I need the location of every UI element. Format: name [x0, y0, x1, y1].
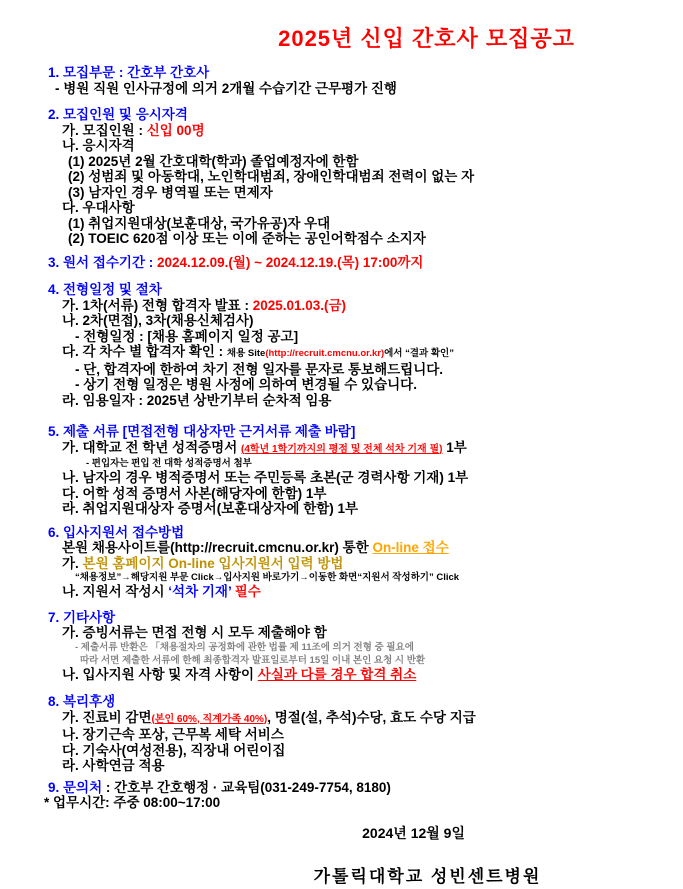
doc-line — [0, 255, 683, 271]
doc-line — [0, 710, 683, 728]
organization-name: 가톨릭대학교 성빈센트병원 — [313, 866, 542, 886]
text-run: 다. 각 차수 별 합격자 확인 : — [62, 344, 227, 359]
text-run: (1) 2025년 2월 간호대학(학과) 졸업예정자에 한함 — [68, 153, 359, 169]
text-run: 8. 복리후생 — [48, 694, 116, 709]
doc-line — [0, 313, 683, 329]
doc-line — [0, 571, 683, 584]
doc-line — [0, 344, 683, 362]
text-run: 라. 임용일자 : 2025년 상반기부터 순차적 임용 — [62, 392, 332, 408]
doc-section — [0, 65, 683, 96]
doc-line — [0, 298, 683, 314]
text-run: 3. 원서 접수기간 : — [48, 254, 158, 270]
text-run: 나. 장기근속 포상, 근무복 세탁 서비스 — [62, 727, 284, 742]
doc-line — [0, 654, 683, 667]
text-run: 가. 1차(서류) 전형 합격자 발표 : — [62, 297, 253, 313]
text-run: 5. 제출 서류 [면접전형 대상자만 근거서류 제출 바람] — [48, 424, 356, 439]
document-title: 2025년 신입 간호사 모집공고 — [278, 26, 575, 51]
text-run: 가. — [62, 555, 83, 571]
doc-line — [0, 486, 683, 502]
text-run: (1) 취업지원대상(보훈대상, 국가유공)자 우대 — [68, 215, 331, 231]
doc-line — [0, 795, 683, 811]
text-run: 라. 취업지원대상자 증명서(보훈대상자에 한함) 1부 — [62, 501, 359, 516]
doc-section — [0, 525, 683, 600]
doc-line — [0, 641, 683, 654]
doc-line — [0, 200, 683, 216]
text-run: (2) 성범죄 및 아동학대, 노인학대범죄, 장애인학대범죄 전력이 없는 자 — [68, 169, 475, 184]
doc-line — [0, 584, 683, 600]
notice-date: 2024년 12월 9일 — [362, 824, 465, 841]
doc-section — [0, 107, 683, 247]
text-run: 에서 “결과 확인” — [384, 348, 454, 359]
doc-line — [0, 525, 683, 541]
text-run: (4학년 1학기까지의 평점 및 전체 석차 기재 필) — [241, 443, 443, 455]
text-run: 본원 홈페이지 On-line 입사지원서 입력 방법 — [82, 555, 344, 571]
doc-line — [0, 329, 683, 345]
text-run: 9. 문의처 — [48, 779, 103, 795]
doc-line — [0, 540, 683, 556]
doc-line — [0, 138, 683, 154]
doc-line — [0, 743, 683, 759]
doc-line — [0, 424, 683, 440]
text-run: (본인 60%, 직계가족 40%) — [151, 713, 268, 725]
doc-line — [0, 625, 683, 641]
text-run: On-line 접수 — [372, 540, 449, 555]
text-run: 가. 증빙서류는 면접 전형 시 모두 제출해야 함 — [62, 625, 327, 640]
text-run: 신입 00명 — [146, 122, 205, 138]
text-run: 가. 진료비 감면 — [62, 709, 152, 725]
text-run: 2025.01.03.(금) — [252, 297, 347, 313]
doc-line — [0, 667, 683, 683]
doc-line — [0, 758, 683, 774]
doc-line — [0, 377, 683, 393]
text-run: 다. 어학 성적 증명서 사본(해당자에 한함) 1부 — [62, 485, 327, 501]
text-run: 가. 모집인원 : — [62, 122, 147, 138]
doc-line — [0, 501, 683, 517]
doc-line — [0, 65, 683, 81]
recruit-site-url: (http://recruit.cmcnu.or.kr) — [265, 348, 385, 359]
text-run: 7. 기타사항 — [48, 609, 116, 625]
text-run: - 제출서류 반환은 「채용절차의 공정화에 관한 법률 제 11조에 의거 전형 중 필요에 — [75, 641, 414, 653]
text-run: : 간호부 간호행정 · 교육팀(031-249-7754, 8180) — [102, 779, 391, 795]
doc-line — [0, 169, 683, 185]
doc-line — [0, 107, 683, 123]
text-run: 6. 입사지원서 접수방법 — [48, 524, 185, 540]
text-run: 나. 2차(면접), 3차(채용신체검사) — [62, 313, 254, 328]
text-run: 채용 Site — [226, 348, 266, 359]
doc-line — [0, 556, 683, 572]
text-run: - 단, 합격자에 한하여 차기 전형 일자를 문자로 통보해드립니다. — [75, 361, 444, 377]
text-run: - 편입자는 편입 전 대학 성적증명서 첨부 — [86, 458, 252, 469]
text-run: - 상기 전형 일정은 병원 사정에 의하여 변경될 수 있습니다. — [75, 377, 417, 392]
doc-section — [0, 282, 683, 408]
text-run: 라. 사학연금 적용 — [62, 758, 165, 773]
text-run: , 명절(설, 추석)수당, 효도 수당 지급 — [267, 709, 476, 725]
doc-line — [0, 81, 683, 97]
text-run: ‘석차 기재’ — [168, 584, 232, 599]
doc-line — [0, 123, 683, 139]
text-run: 나. 입사지원 사항 및 자격 사항이 — [62, 666, 258, 682]
text-run: 따라 서면 제출한 서류에 한해 최종합격자 발표일로부터 15일 이내 본인 요청 시 반환 — [80, 654, 426, 666]
doc-section — [0, 255, 683, 271]
doc-line — [0, 362, 683, 378]
doc-line — [0, 694, 683, 710]
text-run: - 전형일정 : [채용 홈페이지 일정 공고] — [75, 328, 299, 344]
text-run: 4. 전형일정 및 절차 — [48, 282, 162, 297]
doc-line — [0, 154, 683, 170]
text-run: - 병원 직원 인사규정에 의거 2개월 수습기간 근무평가 진행 — [55, 80, 397, 96]
doc-section — [0, 694, 683, 774]
text-run: 2024.12.09.(월) ~ 2024.12.19.(목) 17:00까지 — [157, 254, 424, 270]
doc-line — [0, 457, 683, 470]
doc-line — [0, 185, 683, 201]
doc-line — [0, 393, 683, 409]
text-run: 다. 기숙사(여성전용), 직장내 어린이집 — [62, 742, 286, 758]
text-run: 필수 — [231, 584, 261, 599]
doc-line — [0, 231, 683, 247]
recruit-site-url: 본원 채용사이트를(http://recruit.cmcnu.or.kr) 통한 — [62, 540, 373, 555]
doc-line — [0, 216, 683, 232]
doc-section — [0, 424, 683, 517]
doc-section — [0, 610, 683, 683]
doc-line — [0, 282, 683, 298]
text-run: “채용정보”→해당지원 부문 Click→입사지원 바로가기→이동한 화면“지원서 작성하기” Click — [75, 572, 460, 583]
doc-line — [0, 610, 683, 626]
text-run: 1. 모집부문 : 간호부 간호사 — [48, 65, 210, 80]
text-run: 나. 남자의 경우 병적증명서 또는 주민등록 초본(군 경력사항 기재) 1부 — [62, 470, 469, 485]
text-run: (3) 남자인 경우 병역필 또는 면제자 — [68, 184, 273, 200]
doc-line — [0, 780, 683, 796]
text-run: 나. 지원서 작성시 — [62, 584, 169, 599]
doc-line — [0, 470, 683, 486]
document-body — [0, 65, 683, 811]
doc-line — [0, 440, 683, 458]
doc-line — [0, 727, 683, 743]
text-run: 2. 모집인원 및 응시자격 — [48, 107, 188, 122]
text-run: 사실과 다를 경우 합격 취소 — [257, 666, 417, 682]
text-run: 나. 응시자격 — [62, 138, 135, 153]
text-run: * 업무시간: 주중 08:00~17:00 — [44, 795, 221, 810]
doc-section — [0, 780, 683, 811]
text-run: 다. 우대사항 — [62, 200, 135, 215]
text-run: (2) TOEIC 620점 이상 또는 이에 준하는 공인어학점수 소지자 — [68, 231, 426, 246]
text-run: 가. 대학교 전 학년 성적증명서 — [62, 439, 241, 455]
text-run: 1부 — [442, 439, 467, 455]
